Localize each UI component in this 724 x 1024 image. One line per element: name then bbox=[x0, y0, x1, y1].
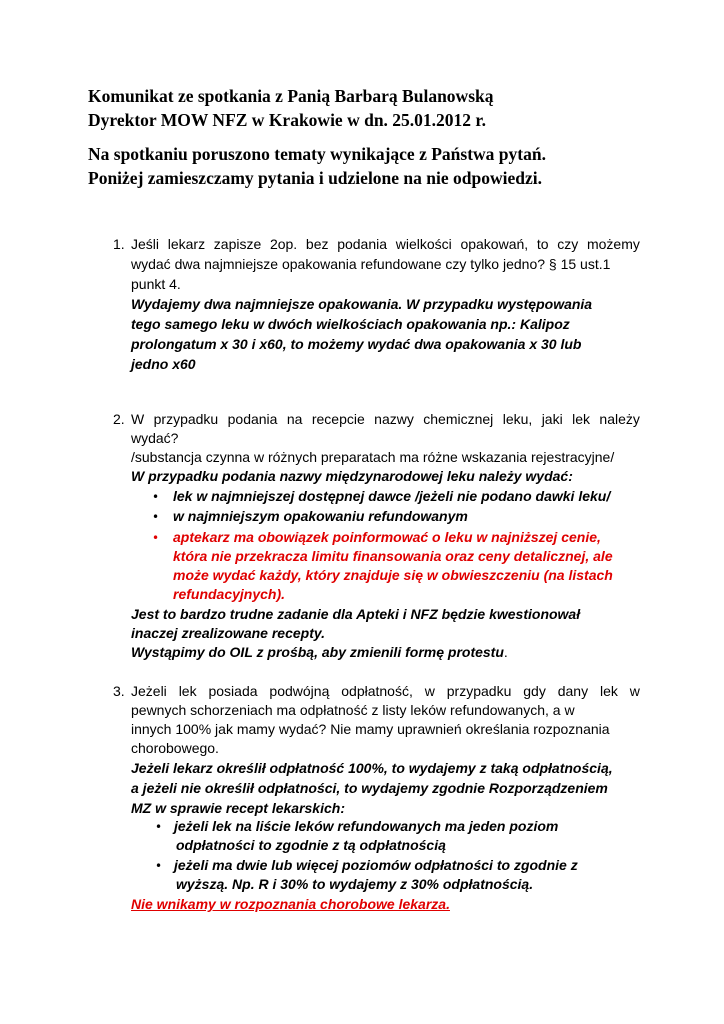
q3-answer-line-1: Jeżeli lekarz określił odpłatność 100%, to wydajemy z taką odpłatnością, bbox=[131, 760, 613, 776]
bullet-icon: • bbox=[152, 490, 160, 504]
subtitle-line-2: Poniżej zamieszczamy pytania i udzielone na nie odpowiedzi. bbox=[88, 168, 542, 188]
q3-question-line-1: Jeżeli lek posiada podwójną odpłatność, w przypadku gdy dany lek w bbox=[131, 683, 640, 699]
q3-question-line-4: chorobowego. bbox=[131, 740, 219, 756]
q1-question-line-3: punkt 4. bbox=[131, 276, 181, 292]
q1-answer-line-1: Wydajemy dwa najmniejsze opakowania. W przypadku występowania bbox=[131, 296, 593, 312]
q3-bullet-1-line-1: jeżeli lek na liście leków refundowanych ma jeden poziom bbox=[174, 818, 559, 834]
q2-red-bullet-line-4: refundacyjnych). bbox=[173, 586, 286, 602]
q2-closing-text: Wystąpimy do OIL z prośbą, aby zmienili formę protestu bbox=[131, 644, 504, 660]
q2-red-bullet-line-3: może wydać każdy, który znajduje się w obwieszczeniu (na listach bbox=[173, 567, 613, 583]
q2-bullet-2: w najmniejszym opakowaniu refundowanym bbox=[173, 508, 468, 524]
q2-bullet-1: lek w najmniejszej dostępnej dawce /jeżeli nie podano dawki leku/ bbox=[173, 488, 611, 504]
q1-answer-line-4: jedno x60 bbox=[131, 356, 196, 372]
q2-answer-intro: W przypadku podania nazwy międzynarodowej leku należy wydać: bbox=[131, 468, 573, 484]
q3-number: 3. bbox=[113, 683, 125, 699]
q3-question-line-3: innych 100% jak mamy wydać? Nie mamy uprawnień określania rozpoznania bbox=[131, 721, 610, 737]
q2-closing-line-2: inaczej zrealizowane recepty. bbox=[131, 625, 326, 641]
q1-answer-line-2: tego samego leku w dwóch wielkościach opakowania np.: Kalipoz bbox=[131, 316, 570, 332]
subtitle-line-1: Na spotkaniu poruszono tematy wynikające z Państwa pytań. bbox=[88, 144, 546, 164]
q2-question-line-2: wydać? bbox=[131, 430, 179, 446]
q3-bullet-1-line-2: odpłatności to zgodnie z tą odpłatnością bbox=[176, 837, 446, 853]
q3-final-red-note: Nie wnikamy w rozpoznania chorobowe lekarza. bbox=[131, 896, 450, 912]
title-line-2: Dyrektor MOW NFZ w Krakowie w dn. 25.01.2012 r. bbox=[88, 110, 486, 130]
q2-question-line-1: W przypadku podania na recepcie nazwy chemicznej leku, jaki lek należy bbox=[131, 411, 640, 427]
q3-question-line-2: pewnych schorzeniach ma odpłatność z listy leków refundowanych, a w bbox=[131, 702, 575, 718]
q3-bullet-2-line-2: wyższą. Np. R i 30% to wydajemy z 30% odpłatnością. bbox=[176, 876, 534, 892]
bullet-icon: • bbox=[155, 859, 163, 873]
q1-question-line-2: wydać dwa najmniejsze opakowania refundowane czy tylko jedno? § 15 ust.1 bbox=[131, 256, 611, 272]
bullet-icon: • bbox=[152, 531, 160, 545]
bullet-icon: • bbox=[152, 510, 160, 524]
q2-question-line-3: /substancja czynna w różnych preparatach ma różne wskazania rejestracyjne/ bbox=[131, 449, 615, 465]
q2-red-bullet-line-2: która nie przekracza limitu finansowania oraz ceny detalicznej, ale bbox=[173, 548, 613, 564]
bullet-icon: • bbox=[155, 820, 163, 834]
title-line-1: Komunikat ze spotkania z Panią Barbarą Bulanowską bbox=[88, 86, 494, 106]
q1-answer-line-3: prolongatum x 30 i x60, to możemy wydać dwa opakowania x 30 lub bbox=[131, 336, 582, 352]
q1-question-line-1: Jeśli lekarz zapisze 2op. bez podania wielkości opakowań, to czy możemy bbox=[131, 236, 640, 252]
q2-red-bullet-line-1: aptekarz ma obowiązek poinformować o leku w najniższej cenie, bbox=[173, 529, 601, 545]
q3-bullet-2-line-1: jeżeli ma dwie lub więcej poziomów odpłatności to zgodnie z bbox=[174, 857, 578, 873]
q1-number: 1. bbox=[113, 236, 125, 252]
q2-closing-line-3 bbox=[131, 644, 508, 660]
q2-closing-period: . bbox=[503, 644, 508, 660]
q2-number: 2. bbox=[113, 411, 125, 427]
q2-closing-line-1: Jest to bardzo trudne zadanie dla Apteki i NFZ będzie kwestionował bbox=[131, 606, 581, 622]
q3-answer-line-3: MZ w sprawie recept lekarskich: bbox=[131, 800, 345, 816]
q3-answer-line-2: a jeżeli nie określił odpłatności, to wydajemy zgodnie Rozporządzeniem bbox=[131, 780, 608, 796]
